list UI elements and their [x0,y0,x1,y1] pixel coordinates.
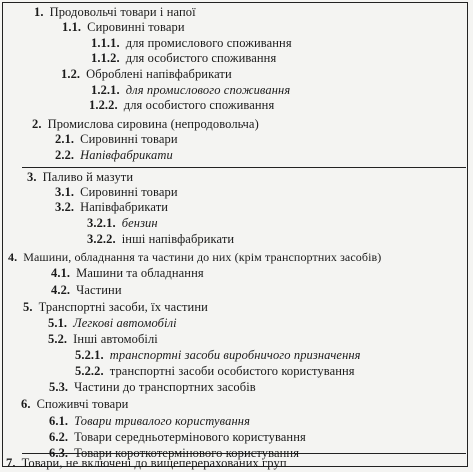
list-item [32,117,259,132]
list-item [27,170,133,185]
list-item [87,232,234,247]
list-item [55,200,168,215]
item-text: Напівфабрикати [80,148,173,162]
list-item [51,283,122,298]
item-number: 6.2. [49,430,69,444]
list-item [91,36,292,51]
item-number: 4.2. [51,283,71,297]
item-text: транспортні засоби особистого користування [109,364,355,378]
item-number: 5. [23,300,33,314]
item-text: Товари середньотермінового користування [74,430,306,444]
item-number: 3.1. [55,185,75,199]
item-text: Товари тривалого користування [74,414,250,428]
item-text: Сировинні товари [87,20,185,34]
list-item [91,83,290,98]
list-item [34,5,196,20]
item-number: 1.2.2. [89,98,118,112]
list-item [55,148,173,163]
item-number: 6. [21,397,31,411]
item-number: 5.1. [48,316,68,330]
item-number: 6.1. [49,414,69,428]
item-number: 1.1.1. [91,36,120,50]
item-text: для промислового споживання [125,83,291,97]
item-number: 5.2.1. [75,348,104,362]
item-text: інші напівфабрикати [121,232,235,246]
list-item [51,266,204,281]
list-item [55,185,178,200]
list-item [49,430,306,445]
item-text: Сировинні товари [80,132,178,146]
item-text: для особистого споживання [123,98,275,112]
item-number: 5.2.2. [75,364,104,378]
item-number: 1.2. [61,67,81,81]
item-number: 3.2. [55,200,75,214]
item-number: 1.1. [62,20,82,34]
item-number: 3. [27,170,37,184]
item-text: Продовольчі товари і напої [49,5,196,19]
section-divider [22,167,466,168]
item-text: бензин [121,216,158,230]
item-number: 2. [32,117,42,131]
item-text: Частини [76,283,122,297]
item-number: 1. [34,5,44,19]
item-number: 5.2. [48,332,68,346]
item-text: Легкові автомобілі [73,316,177,330]
item-text: для особистого споживання [125,51,277,65]
item-text: транспортні засоби виробничого призначення [109,348,361,362]
list-item [75,348,361,363]
item-text: для промислового споживання [125,36,292,50]
item-text: Частини до транспортних засобів [74,380,256,394]
list-item [87,216,158,231]
list-item [48,316,177,331]
list-item [8,250,381,265]
item-text: Товари, не включені до вищеперерахованих груп [21,456,287,470]
list-item [62,20,185,35]
item-number: 2.2. [55,148,75,162]
item-text: Паливо й мазути [42,170,134,184]
item-number: 3.2.2. [87,232,116,246]
item-text: Промислова сировина (непродовольча) [47,117,259,131]
list-item [48,332,158,347]
item-number: 4. [8,250,18,264]
list-item [75,364,355,379]
item-text: Машини, обладнання та частини до них (крім транспортних засобів) [23,250,382,264]
item-number: 1.1.2. [91,51,120,65]
list-item [55,132,178,147]
item-text: Оброблені напівфабрикати [86,67,232,81]
list-item [91,51,276,66]
item-number: 5.3. [49,380,69,394]
item-text: Споживчі товари [36,397,129,411]
item-text: Інші автомобілі [73,332,158,346]
item-number: 2.1. [55,132,75,146]
item-number: 3.2.1. [87,216,116,230]
item-text: Сировинні товари [80,185,178,199]
item-text: Товари короткотермінового користування [74,446,300,460]
item-number: 1.2.1. [91,83,120,97]
list-item [89,98,274,113]
list-item [61,67,232,82]
item-text: Машини та обладнання [76,266,204,280]
item-text: Транспортні засоби, їх частини [38,300,208,314]
item-number: 6.3. [49,446,69,460]
item-number: 7. [6,456,16,470]
list-item [6,456,287,471]
list-item [21,397,128,412]
list-item [49,414,250,429]
item-number: 4.1. [51,266,71,280]
list-item [49,380,256,395]
item-text: Напівфабрикати [80,200,169,214]
list-item [23,300,208,315]
